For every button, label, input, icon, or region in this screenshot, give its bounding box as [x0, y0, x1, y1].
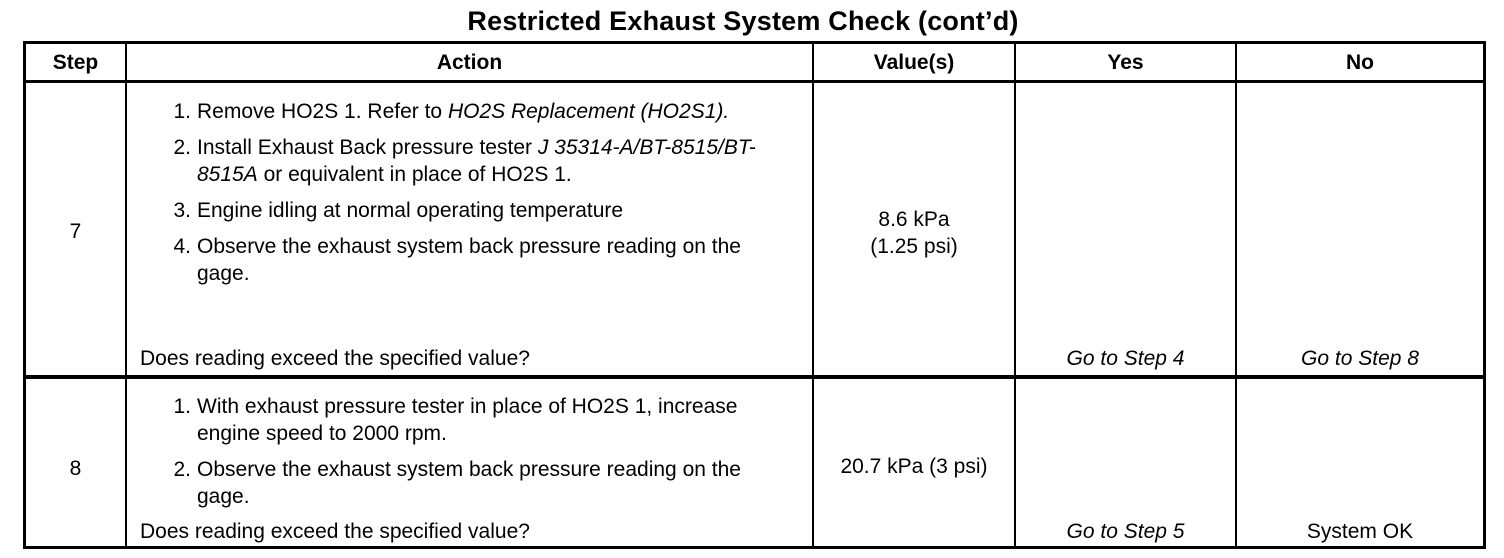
list-item [161, 197, 791, 224]
no-action: System OK [1306, 520, 1414, 543]
action-list [161, 98, 791, 296]
item-number: 1. [173, 100, 191, 123]
page-title: Restricted Exhaust System Check (cont’d) [467, 6, 1019, 36]
item-number: 2. [173, 136, 191, 159]
item-text: or equivalent in place of HO2S 1. [257, 163, 572, 186]
table-row-step: 7 [69, 220, 82, 243]
column-divider [125, 44, 127, 546]
header-no: No [1346, 51, 1374, 74]
yes-action: Go to Step 4 [1066, 347, 1185, 370]
table-row-step: 8 [69, 457, 82, 480]
question-text: Does reading exceed the specified value? [140, 520, 530, 543]
item-number: 1. [173, 395, 191, 418]
header-yes: Yes [1107, 51, 1144, 74]
item-number: 3. [173, 199, 191, 222]
column-divider [1014, 44, 1016, 546]
question-text: Does reading exceed the specified value? [140, 347, 530, 370]
item-number: 2. [173, 458, 191, 481]
list-item [161, 393, 791, 447]
list-item [161, 456, 791, 510]
list-item [161, 134, 791, 188]
header-action: Action [436, 51, 503, 74]
header-values: Value(s) [873, 51, 955, 74]
value-metric: 8.6 kPa [878, 208, 950, 231]
row-divider [26, 375, 1483, 379]
item-reference: HO2S Replacement (HO2S1). [447, 100, 730, 123]
item-text: With exhaust pressure tester in place of HO2S 1, increase engine speed to 2000 rpm. [197, 395, 738, 445]
item-text: Observe the exhaust system back pressure reading on the gage. [197, 458, 741, 508]
list-item [161, 233, 791, 287]
item-text: Install Exhaust Back pressure tester [197, 136, 538, 159]
item-number: 4. [173, 235, 191, 258]
list-item [161, 98, 791, 125]
item-text: Engine idling at normal operating temperature [197, 199, 624, 222]
yes-action: Go to Step 5 [1066, 520, 1185, 543]
item-tool-number: J 35314-A/BT-8515/BT-8515A [197, 136, 756, 186]
value-imperial: (1.25 psi) [870, 235, 958, 258]
no-action: Go to Step 8 [1301, 347, 1419, 370]
header-step: Step [52, 51, 99, 74]
diagnostic-table [23, 41, 1486, 549]
item-text: Remove HO2S 1. Refer to [197, 100, 448, 123]
value-cell: 20.7 kPa (3 psi) [840, 455, 988, 478]
item-text: Observe the exhaust system back pressure reading on the gage. [197, 235, 741, 285]
action-list [161, 393, 791, 519]
value-cell [814, 206, 1014, 260]
column-divider [1235, 44, 1237, 546]
